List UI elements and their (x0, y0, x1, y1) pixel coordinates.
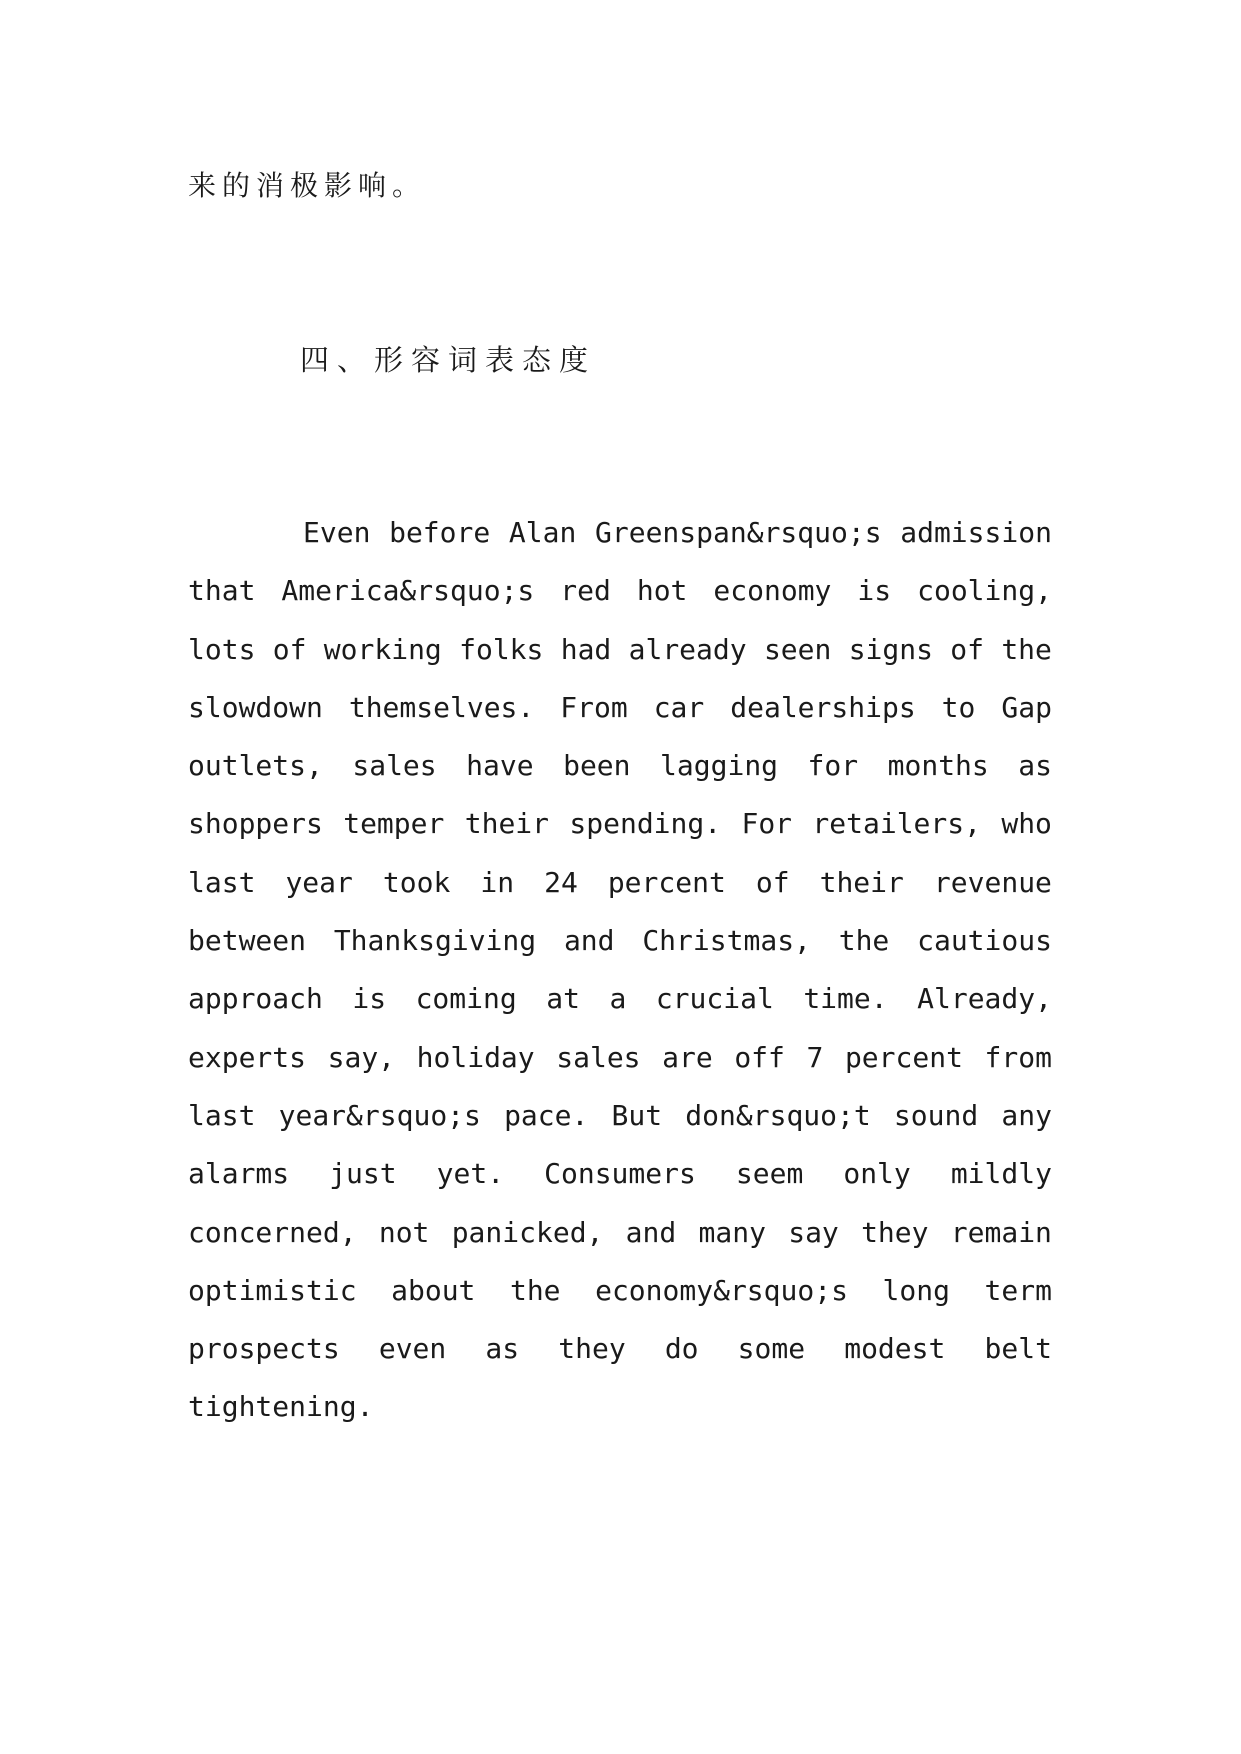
paragraph-word: they (558, 1332, 626, 1366)
paragraph-word: signs (848, 632, 933, 666)
paragraph-word: of (950, 632, 985, 666)
paragraph-word: folks (459, 632, 544, 666)
paragraph-word: have (466, 749, 534, 783)
paragraph-line (188, 921, 1052, 979)
paragraph-word: America&rsquo;s (281, 574, 535, 608)
paragraph-line (188, 1154, 1052, 1212)
paragraph-word: coming (415, 982, 517, 1016)
paragraph-word: remain (950, 1215, 1052, 1249)
paragraph-word: dealerships (730, 690, 916, 724)
paragraph-word: took (382, 865, 451, 899)
paragraph-word: term (984, 1273, 1052, 1307)
paragraph-word: Alan (508, 516, 577, 549)
paragraph-word: in (480, 865, 515, 899)
paragraph-word: just (329, 1157, 397, 1191)
paragraph-word: the (1001, 632, 1052, 666)
paragraph-word: between (188, 924, 307, 958)
paragraph-word: and (625, 1215, 677, 1249)
paragraph-word: Even (303, 516, 371, 549)
paragraph-word: year&rsquo;s (278, 1098, 481, 1132)
paragraph-word: the (509, 1273, 561, 1307)
paragraph-word: year (285, 865, 353, 899)
paragraph-word: Greenspan&rsquo;s (595, 516, 882, 549)
paragraph-line (188, 513, 1052, 571)
paragraph-word: But (611, 1098, 663, 1132)
paragraph-word: sales (556, 1040, 641, 1074)
paragraph-word: is (857, 574, 892, 608)
paragraph-word: crucial (655, 982, 774, 1016)
paragraph-word: do (664, 1332, 699, 1366)
paragraph-word: tightening. (188, 1390, 374, 1424)
paragraph-word: prospects (188, 1332, 340, 1366)
paragraph-word: their (464, 807, 550, 841)
paragraph-word: cautious (917, 924, 1052, 958)
paragraph-word: modest (844, 1332, 946, 1366)
paragraph-word: say, (327, 1040, 396, 1074)
paragraph-word: outlets, (188, 749, 323, 783)
paragraph-word: are (662, 1040, 713, 1074)
paragraph-word: only (843, 1157, 911, 1191)
paragraph-word: Christmas, (642, 924, 811, 958)
paragraph-word: concerned, (188, 1215, 357, 1249)
paragraph-word: already (628, 632, 747, 666)
paragraph-line (188, 571, 1052, 629)
paragraph-word: red (560, 574, 611, 608)
paragraph-word: as (485, 1332, 520, 1366)
body-paragraph (188, 513, 1052, 1446)
paragraph-word: at (546, 982, 580, 1016)
paragraph-word: For (741, 807, 793, 841)
paragraph-line (188, 1213, 1052, 1271)
paragraph-word: yet. (436, 1157, 505, 1191)
paragraph-word: Consumers (544, 1157, 696, 1191)
paragraph-word: sales (352, 749, 437, 783)
paragraph-word: panicked, (451, 1215, 604, 1249)
paragraph-word: who (1001, 807, 1052, 841)
paragraph-word: lagging (660, 749, 779, 783)
paragraph-word: and (563, 924, 615, 958)
paragraph-word: is (352, 982, 387, 1016)
paragraph-word: Already, (917, 982, 1052, 1016)
paragraph-word: many (698, 1215, 766, 1249)
paragraph-line (188, 1038, 1052, 1096)
paragraph-word: percent (607, 865, 726, 899)
paragraph-word: say (788, 1215, 839, 1249)
paragraph-word: holiday (416, 1040, 535, 1074)
paragraph-word: not (378, 1215, 430, 1249)
paragraph-word: approach (188, 982, 323, 1016)
paragraph-word: revenue (933, 865, 1052, 899)
paragraph-word: economy&rsquo;s (595, 1273, 848, 1307)
paragraph-word: spending. (569, 807, 722, 841)
paragraph-word: admission (900, 516, 1052, 549)
paragraph-word: optimistic (188, 1273, 357, 1307)
paragraph-word: some (737, 1332, 806, 1366)
paragraph-word: percent (844, 1040, 963, 1074)
paragraph-word: last (188, 865, 256, 899)
paragraph-word: pace. (504, 1098, 589, 1132)
paragraph-word: off (734, 1040, 785, 1074)
paragraph-word: working (323, 632, 442, 666)
paragraph-word: Gap (1001, 690, 1052, 724)
paragraph-word: as (1018, 749, 1052, 783)
paragraph-word: From (560, 690, 628, 724)
paragraph-word: a (609, 982, 627, 1016)
paragraph-line (188, 688, 1052, 746)
paragraph-word: they (861, 1215, 929, 1249)
paragraph-word: for (807, 749, 859, 783)
paragraph-word: alarms (188, 1157, 290, 1191)
paragraph-word: sound (893, 1098, 979, 1132)
paragraph-word: before (389, 516, 491, 549)
paragraph-word: cooling, (917, 574, 1052, 608)
paragraph-word: 7 (806, 1040, 824, 1074)
paragraph-line (188, 863, 1052, 921)
paragraph-line (188, 630, 1052, 688)
paragraph-word: belt (984, 1332, 1052, 1366)
section-heading: 四、形容词表态度 (300, 343, 597, 377)
paragraph-word: been (563, 749, 631, 783)
paragraph-word: hot (636, 574, 688, 608)
paragraph-word: months (887, 749, 989, 783)
paragraph-word: shoppers (188, 807, 323, 841)
paragraph-word: from (984, 1040, 1052, 1074)
paragraph-word: seem (735, 1157, 804, 1191)
paragraph-word: car (653, 690, 705, 724)
paragraph-word: mildly (950, 1157, 1052, 1191)
paragraph-word: economy (713, 574, 832, 608)
paragraph-word: about (391, 1273, 476, 1307)
paragraph-line (188, 979, 1052, 1037)
paragraph-word: retailers, (812, 807, 981, 841)
paragraph-word: 24 (544, 865, 578, 899)
paragraph-line (188, 1096, 1052, 1154)
continuation-text: 来的消极影响。 (188, 169, 427, 202)
paragraph-word: any (1001, 1098, 1052, 1132)
paragraph-word: don&rsquo;t (685, 1098, 871, 1132)
paragraph-line (188, 1387, 1052, 1445)
paragraph-word: Thanksgiving (333, 924, 537, 958)
paragraph-line (188, 746, 1052, 804)
paragraph-word: temper (343, 807, 445, 841)
paragraph-word: last (188, 1098, 256, 1132)
paragraph-line (188, 1329, 1052, 1387)
paragraph-word: experts (188, 1040, 307, 1074)
paragraph-word: of (755, 865, 790, 899)
paragraph-word: the (838, 924, 890, 958)
paragraph-word: that (188, 574, 256, 608)
paragraph-word: themselves. (348, 690, 535, 724)
paragraph-word: slowdown (188, 690, 323, 724)
paragraph-line (188, 804, 1052, 862)
paragraph-line (188, 1271, 1052, 1329)
paragraph-word: lots (188, 632, 256, 666)
paragraph-word: to (941, 690, 976, 724)
paragraph-word: had (560, 632, 612, 666)
paragraph-word: time. (803, 982, 888, 1016)
paragraph-word: seen (763, 632, 832, 666)
paragraph-word: of (272, 632, 307, 666)
paragraph-word: long (882, 1273, 950, 1307)
paragraph-word: even (378, 1332, 447, 1366)
paragraph-word: their (819, 865, 904, 899)
